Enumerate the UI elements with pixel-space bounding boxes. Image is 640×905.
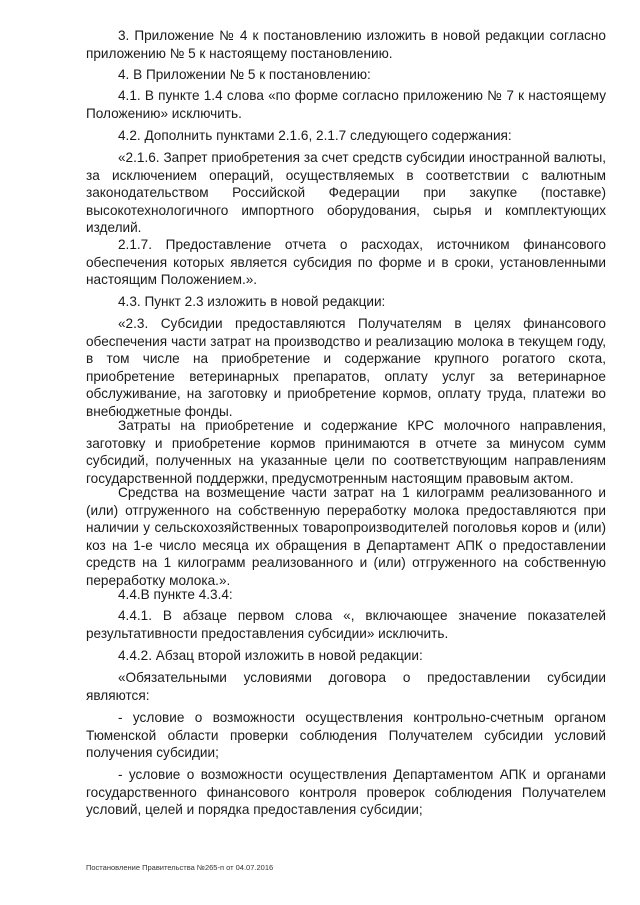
paragraph-4-2: 4.2. Дополнить пунктами 2.1.6, 2.1.7 следующего содержания: [118, 128, 512, 143]
paragraph-2-1-6: «2.1.6. Запрет приобретения за счет средств субсидии иностранной валюты, за исключением операций, осуществляемых в соответствии с валютным законодательством Российской Федерации при закупке (поставке) высокотехнологичного импортного оборудования, сырья и комплектующих изделий. [86, 150, 606, 236]
paragraph-funds: Средства на возмещение части затрат на 1 килограмм реализованного и (или) отгруженного на собственную переработку молока предоставляются при наличии у сельскохозяйственных товаропроизводителей поголовья коров и (или) коз на 1-е число месяца их обращения в Департамент АПК о предоставлении средств на 1 килограмм реализованного и (или) отгруженного на собственную переработку молока.». [86, 485, 606, 588]
paragraph-4-4-2: 4.4.2. Абзац второй изложить в новой редакции: [118, 648, 423, 663]
document-footer: Постановление Правительства №265-п от 04.07.2016 [86, 863, 274, 872]
paragraph-conditions: «Обязательными условиями договора о предоставлении субсидии являются: [86, 670, 606, 703]
paragraph-4-1: 4.1. В пункте 1.4 слова «по форме согласно приложению № 7 к настоящему Положению» исключить. [86, 88, 606, 121]
paragraph-4-4: 4.4.В пункте 4.3.4: [118, 587, 233, 602]
paragraph-item-4: 4. В Приложении № 5 к постановлению: [118, 67, 371, 82]
paragraph-krs-costs: Затраты на приобретение и содержание КРС молочного направления, заготовку и приобретение кормов принимаются в отчете за минусом сумм субсидий, полученных на указанные цели по соответствующим направлениям государственной поддержки, предусмотренным настоящим правовым актом. [86, 418, 606, 486]
paragraph-2-3: «2.3. Субсидии предоставляются Получателям в целях финансового обеспечения части затрат на производство и реализацию молока в текущем году, в том числе на приобретение и содержание крупного рогатого скота, приобретение ветеринарных препаратов, оплату услуг за ветеринарное обслуживание, на заготовку и приобретение кормов, оплату труда, платежи во внебюджетные фонды. [86, 316, 606, 419]
paragraph-2-1-7: 2.1.7. Предоставление отчета о расходах, источником финансового обеспечения которых является субсидия по форме и в сроки, установленными настоящим Положением.». [86, 237, 606, 288]
paragraph-condition-control-body: - условие о возможности осуществления контрольно-счетным органом Тюменской области проверки соблюдения Получателем субсидии условий получения субсидии; [86, 710, 606, 761]
paragraph-item-3: 3. Приложение № 4 к постановлению изложить в новой редакции согласно приложению № 5 к настоящему постановлению. [86, 28, 606, 61]
paragraph-4-4-1: 4.4.1. В абзаце первом слова «, включающее значение показателей результативности предоставления субсидии» исключить. [86, 608, 606, 641]
paragraph-4-3: 4.3. Пункт 2.3 изложить в новой редакции: [118, 294, 386, 309]
paragraph-condition-apk: - условие о возможности осуществления Департаментом АПК и органами государственного финансового контроля проверок соблюдения Получателем условий, целей и порядка предоставления субсидии; [86, 767, 606, 818]
